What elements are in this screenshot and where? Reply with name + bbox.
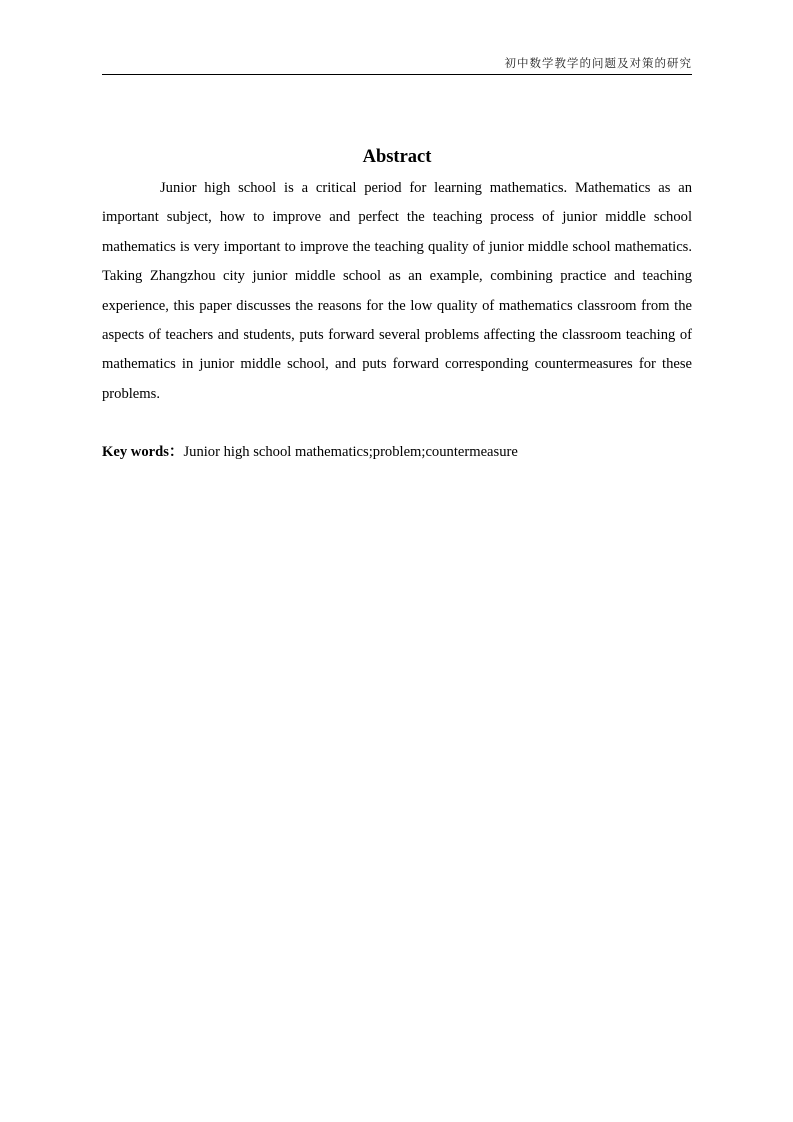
keywords-line — [102, 438, 692, 466]
header-divider — [102, 74, 692, 75]
running-header: 初中数学教学的问题及对策的研究 — [504, 56, 692, 70]
keywords-label: Key words： — [102, 444, 184, 460]
keywords-value: Junior high school mathematics;problem;countermeasure — [183, 444, 518, 460]
abstract-title: Abstract — [362, 147, 432, 167]
abstract-body: Junior high school is a critical period for learning mathematics. Mathematics as an important subject, how to improve and perfect the teaching process of junior middle school mathematics is very important to improve the teaching quality of junior middle school mathematics. Taking Zhangzhou city junior middle school as an example, combining practice and teaching experience, this paper discusses the reasons for the low quality of mathematics classroom from the aspects of teachers and students, puts forward several problems affecting the classroom teaching of mathematics in junior middle school, and puts forward corresponding countermeasures for these problems. — [102, 180, 692, 402]
